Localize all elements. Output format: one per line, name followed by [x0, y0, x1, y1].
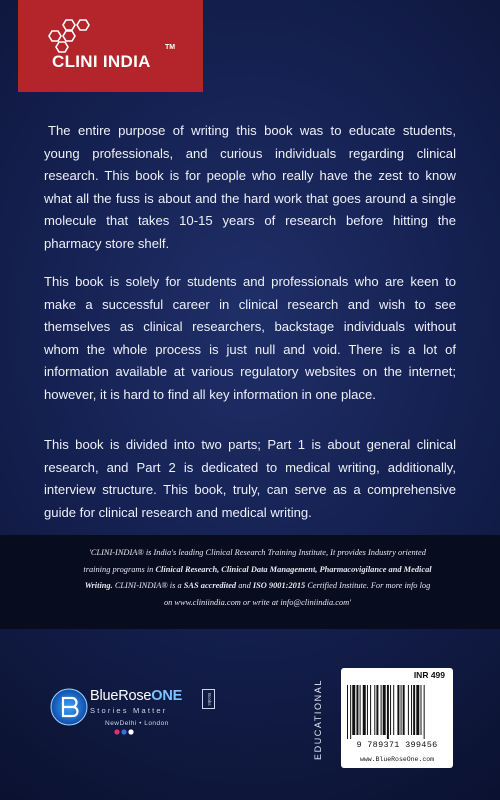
publisher-name-accent: ONE [151, 688, 183, 704]
blurb-paragraph-1: The entire purpose of writing this book was to educate students, young professionals, and curious individuals regarding clinical research. This book is for people who really have the zest to know what all the fuss is about and the hard work that goes around a single molecule that takes 10-15 years of research before hitting the pharmacy store shelf. [44, 123, 456, 251]
barcode-bar [408, 685, 409, 735]
barcode-bar [376, 685, 378, 735]
info-sas-accredited: SAS accredited [183, 581, 237, 590]
barcode-bar [416, 685, 419, 735]
barcode-bar [411, 685, 412, 735]
barcode-bar [381, 685, 382, 735]
logo-wordmark: CLINI INDIA [52, 52, 151, 71]
institute-info-text [80, 545, 435, 611]
clini-india-logo [18, 0, 203, 92]
info-text-part3: and [236, 581, 253, 590]
barcode-bar [390, 685, 391, 735]
barcode-bar [350, 685, 351, 739]
trademark-mark: TM [165, 44, 176, 51]
info-text-part2: CLINI-INDIA® is a [112, 581, 184, 590]
barcode-bar [413, 685, 415, 735]
barcode-bar [424, 685, 425, 739]
barcode-bar [421, 685, 422, 735]
facebook-icon [121, 729, 126, 734]
barcode-bar [360, 685, 361, 735]
publisher-cities: NewDelhi • London [105, 720, 169, 727]
publisher-name [90, 688, 182, 704]
info-iso-certification: ISO 9001:2015 [252, 581, 306, 590]
barcode-bar [367, 685, 368, 735]
price-label: INR 499 [413, 670, 445, 680]
info-text-part1: 'CLINI-INDIA® is India's leading Clinical Research Training Institute, It provides Industry oriented training programs in [83, 548, 426, 574]
publisher-books-box: Books [202, 689, 215, 709]
barcode-panel [341, 668, 453, 768]
x-icon [128, 729, 133, 734]
barcode-bar [393, 685, 394, 735]
genre-label: EDUCATIONAL [313, 679, 323, 760]
hexagon-molecule-icon [46, 18, 96, 56]
barcode-bar [383, 685, 386, 735]
barcode-bar [352, 685, 355, 735]
barcode-bar [401, 685, 402, 735]
publisher-name-main: BlueRose [90, 688, 152, 704]
isbn-number: 9 789371 399456 [356, 740, 438, 750]
blurb-paragraph-2: This book is solely for students and professionals who are keen to make a successful career in clinical research and wish to see themselves as clinical researchers, backstage individuals without whom the whole process is just null and void. There is a lot of information available at various regulatory websites on the internet; however, it is hard to find all key information in one place. [44, 274, 456, 402]
publisher-website: www.BlueRoseOne.com [359, 756, 435, 763]
barcode-bar [347, 685, 348, 739]
barcode-bar [374, 685, 375, 735]
isbn-barcode [347, 685, 447, 739]
blurb-paragraph-3: This book is divided into two parts; Part 1 is about general clinical research, and Part 2 is dedicated to medical writing, additionally, interview structure. This book, truly, can serve as a comprehensive guide for clinical research and medical writing. [44, 437, 456, 520]
bluerose-logo-icon [50, 688, 88, 726]
info-programs: Clinical Research, Clinical Data Management, Pharmacovigilance and Medical Writing. [84, 564, 432, 590]
barcode-bar [356, 685, 358, 735]
info-text-part4: Certified Institute. For more info log on www.cliniindia.com or write at info@cliniindia.com' [163, 581, 431, 607]
barcode-bar [403, 685, 405, 735]
instagram-icon [114, 729, 119, 734]
barcode-bar [363, 685, 366, 735]
barcode-bar [387, 685, 389, 739]
barcode-bar [370, 685, 371, 735]
barcode-bar [397, 685, 399, 735]
social-icons [114, 729, 136, 735]
publisher-tagline: Stories Matter [90, 706, 168, 715]
